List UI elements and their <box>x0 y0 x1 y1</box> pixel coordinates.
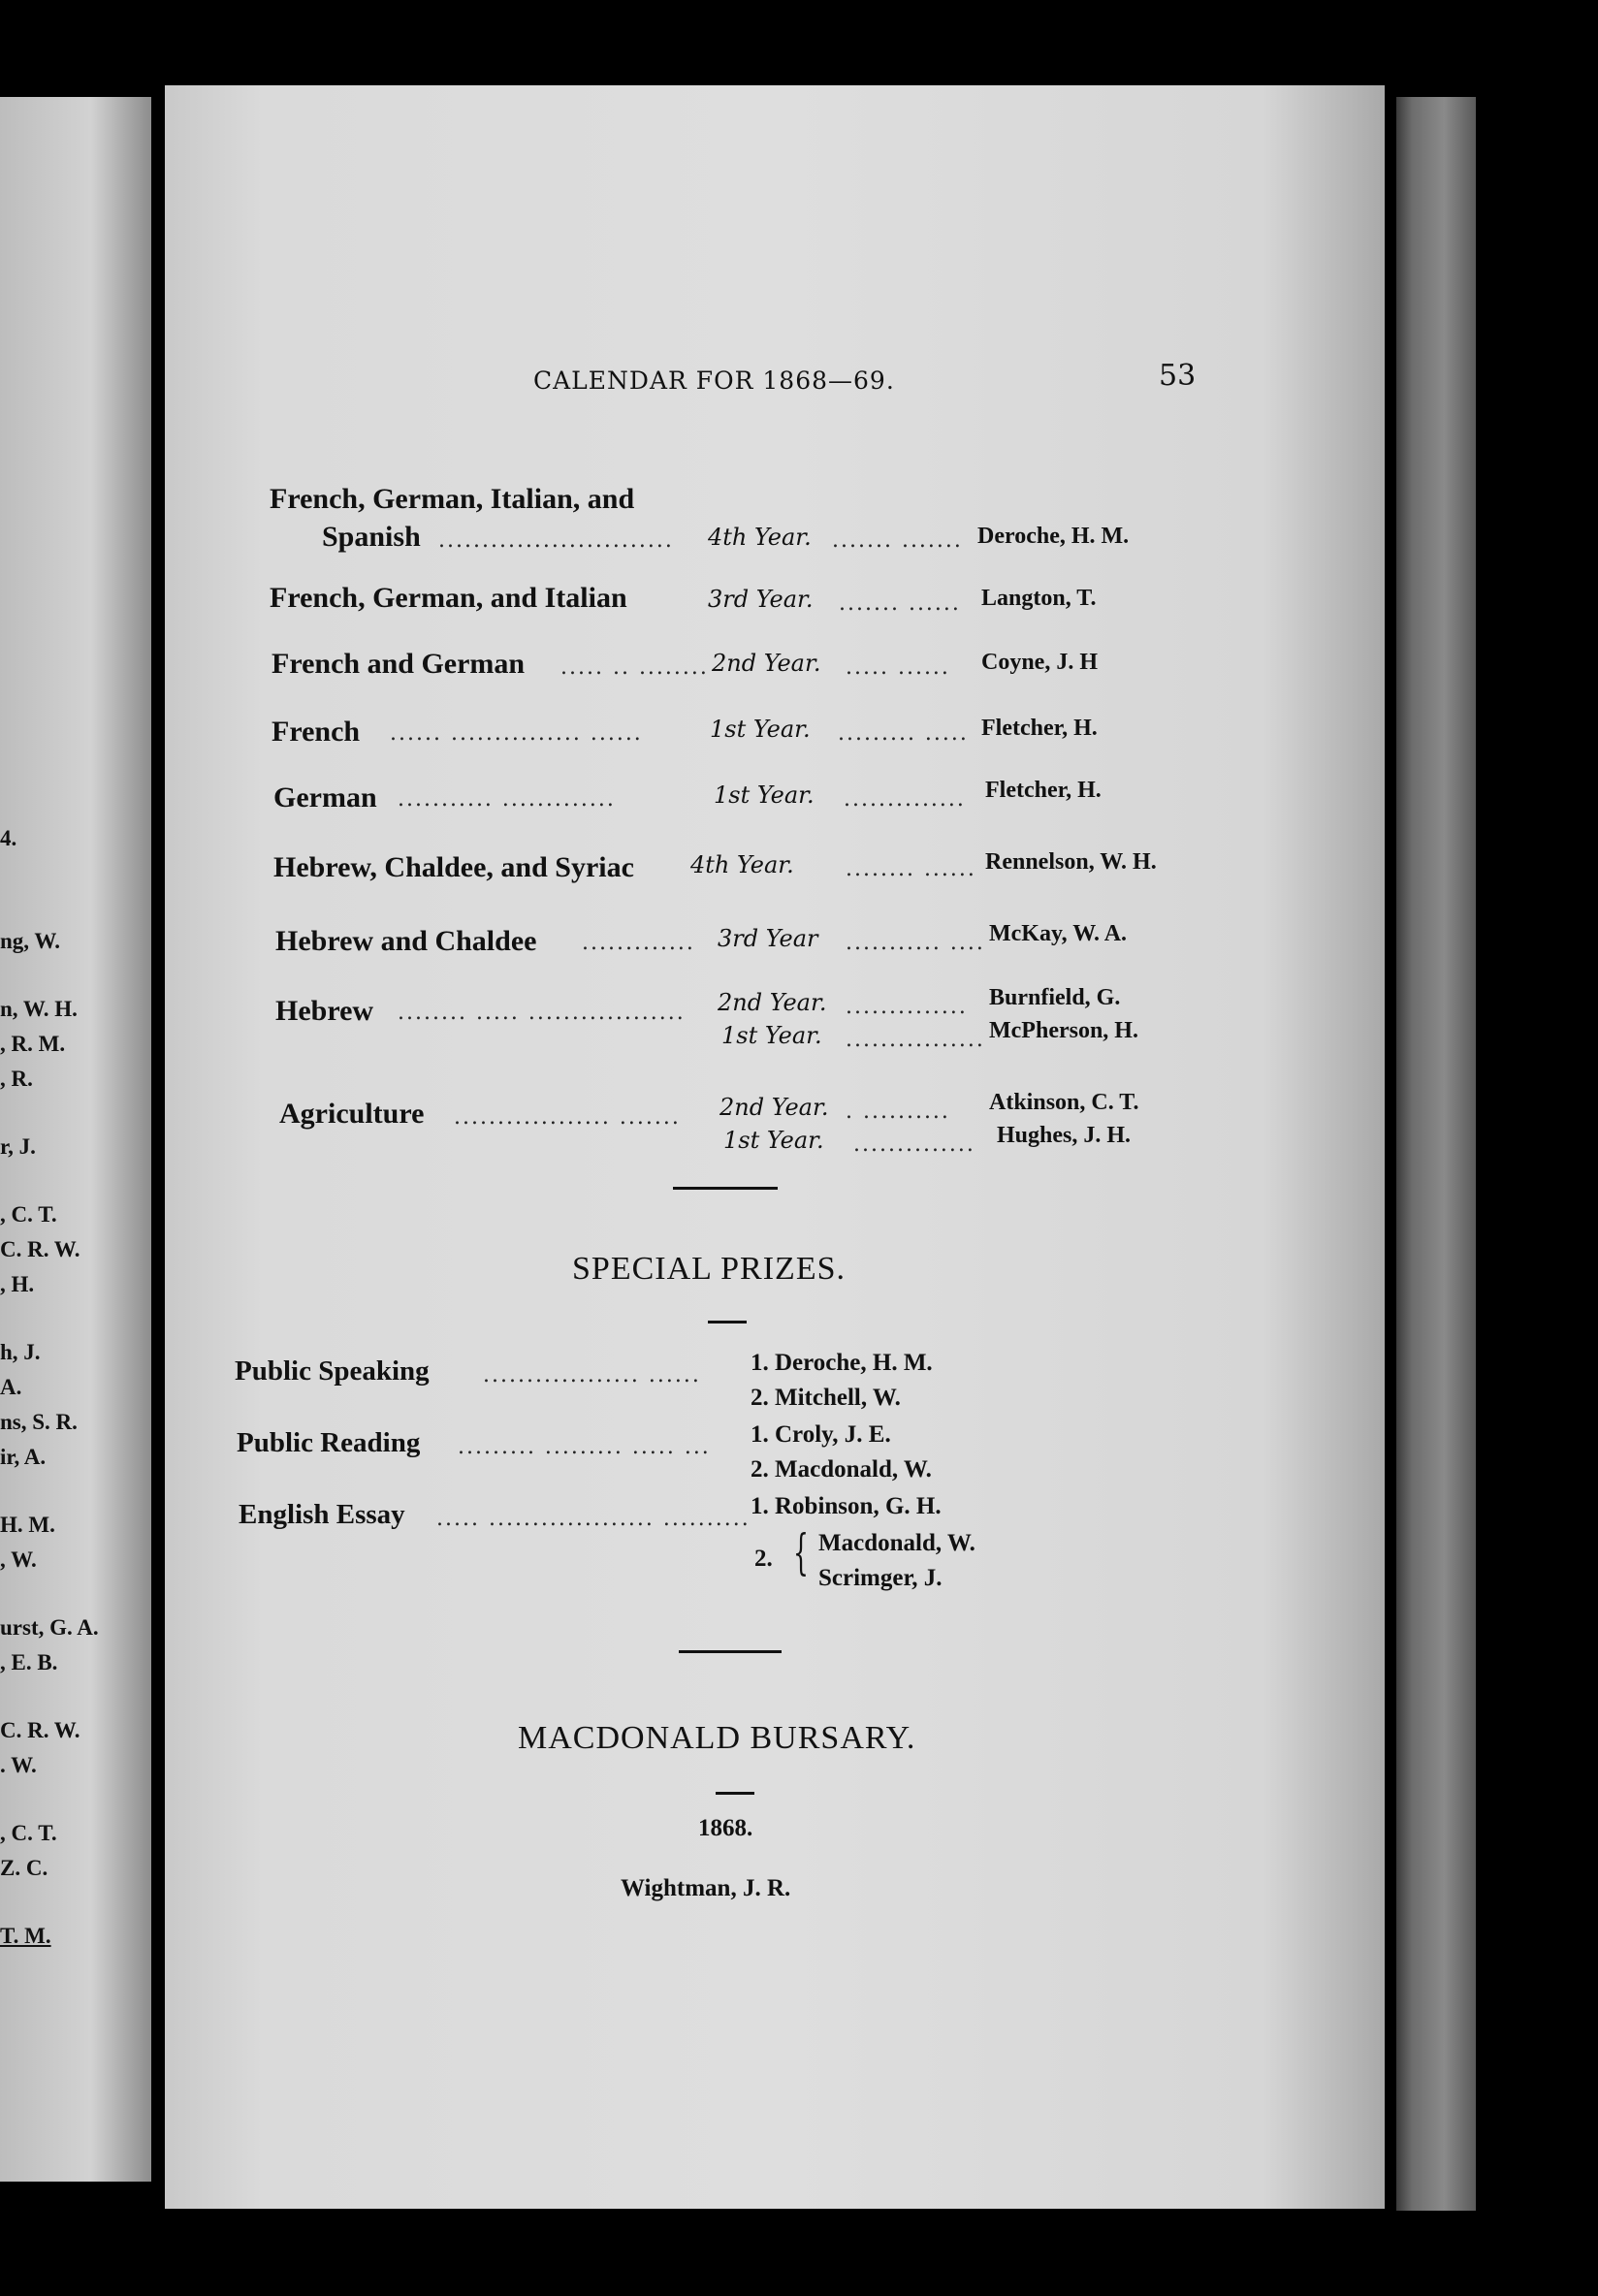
subject-label: French and German <box>272 648 526 680</box>
prize-winner: Fletcher, H. <box>985 778 1102 803</box>
prize-winner: McKay, W. A. <box>989 921 1128 946</box>
margin-fragment: C. R. W. <box>0 1718 80 1742</box>
leader-dots: ........................... <box>438 528 674 553</box>
margin-fragment: , H. <box>0 1272 35 1296</box>
margin-fragment: n, W. H. <box>0 997 78 1021</box>
margin-fragment: h, J. <box>0 1340 41 1364</box>
margin-fragment: Z. C. <box>0 1856 48 1880</box>
leader-dots: ........... ............. <box>398 787 616 812</box>
prize-winner: Coyne, J. H <box>981 650 1098 675</box>
year-label: 1st Year. <box>714 781 815 809</box>
leader-dots: .............. <box>846 995 968 1019</box>
bursary-recipient: Wightman, J. R. <box>621 1875 791 1901</box>
margin-fragment: , R. M. <box>0 1032 66 1056</box>
leader-dots: ...... ............... ...... <box>390 721 643 746</box>
leader-dots: ................ <box>846 1028 985 1052</box>
leader-dots: ....... ....... <box>832 528 963 553</box>
prize-winner: Scrimger, J. <box>818 1565 943 1591</box>
prize-rank: 2. <box>754 1546 773 1572</box>
margin-fragment: ir, A. <box>0 1445 47 1469</box>
leader-dots: ........ ...... <box>846 857 976 881</box>
margin-fragment: r, J. <box>0 1134 36 1159</box>
year-label: 1st Year. <box>710 716 811 743</box>
margin-fragment: urst, G. A. <box>0 1615 99 1640</box>
leader-dots: ......... ......... ..... ... <box>458 1435 711 1459</box>
leader-dots: .................. ...... <box>483 1363 701 1387</box>
leader-dots: ..... .. ........ <box>560 655 709 680</box>
title-rule <box>716 1792 754 1795</box>
prize-category: Public Reading <box>237 1427 421 1458</box>
leader-dots: ........... .... <box>846 931 985 955</box>
prize-winner: McPherson, H. <box>989 1018 1138 1043</box>
prize-winner: 1. Croly, J. E. <box>751 1421 891 1448</box>
year-label: 2nd Year. <box>719 1094 829 1121</box>
prize-winner: Hughes, J. H. <box>997 1123 1132 1148</box>
title-rule <box>708 1321 747 1323</box>
year-label: 1st Year. <box>721 1022 822 1049</box>
year-label: 4th Year. <box>690 851 794 878</box>
leader-dots: ......... ..... <box>838 721 969 746</box>
year-label: 1st Year. <box>723 1127 824 1154</box>
margin-fragment: , C. T. <box>0 1821 57 1845</box>
margin-fragment: ns, S. R. <box>0 1410 78 1434</box>
year-label: 2nd Year. <box>712 650 821 677</box>
margin-fragment: C. R. W. <box>0 1237 80 1261</box>
prize-winner: 1. Deroche, H. M. <box>751 1350 933 1376</box>
section-title: SPECIAL PRIZES. <box>572 1251 847 1287</box>
prize-category: Public Speaking <box>235 1355 430 1387</box>
prize-winner: Rennelson, W. H. <box>985 849 1157 875</box>
prize-winner: Atkinson, C. T. <box>989 1090 1139 1115</box>
subject-label-cont: Spanish <box>322 521 421 553</box>
prize-winner: 2. Mitchell, W. <box>751 1385 901 1411</box>
margin-fragment: T. M. <box>0 1924 51 1948</box>
brace-glyph: { <box>792 1524 809 1580</box>
section-rule <box>679 1650 782 1653</box>
margin-fragment: , C. T. <box>0 1202 57 1227</box>
subject-label: French, German, Italian, and <box>270 483 635 515</box>
prize-winner: 1. Robinson, G. H. <box>751 1493 942 1519</box>
prize-winner: Burnfield, G. <box>989 985 1121 1010</box>
leader-dots: .............. <box>844 787 966 812</box>
prize-category: English Essay <box>239 1499 405 1530</box>
prize-winner: Deroche, H. M. <box>977 524 1130 549</box>
margin-fragment: 4. <box>0 826 17 850</box>
leader-dots: . .......... <box>846 1100 950 1124</box>
margin-fragment: ng, W. <box>0 929 61 953</box>
margin-fragment: H. M. <box>0 1513 55 1537</box>
year-label: 4th Year. <box>708 524 812 551</box>
prize-winner: Fletcher, H. <box>981 716 1098 741</box>
subject-label: Hebrew and Chaldee <box>275 925 537 957</box>
year-label: 3rd Year <box>718 925 818 952</box>
subject-label: Hebrew, Chaldee, and Syriac <box>273 851 634 883</box>
subject-label: French <box>272 716 361 748</box>
leader-dots: ....... ...... <box>839 591 961 616</box>
leader-dots: ............. <box>582 931 695 955</box>
subject-label: French, German, and Italian <box>270 582 627 614</box>
leader-dots: ........ ..... .................. <box>398 1001 686 1025</box>
leader-dots: .............. <box>853 1132 975 1157</box>
margin-fragment: , E. B. <box>0 1650 58 1674</box>
header-title: CALENDAR FOR 1868—69. <box>533 367 895 395</box>
margin-fragment: A. <box>0 1375 22 1399</box>
page-number: 53 <box>1159 359 1197 393</box>
leader-dots: .................. ....... <box>454 1105 681 1130</box>
margin-fragment: , W. <box>0 1547 37 1572</box>
bursary-year: 1868. <box>698 1815 753 1841</box>
running-header <box>533 367 895 395</box>
leader-dots: ..... ...... <box>846 655 950 680</box>
margin-fragment: , R. <box>0 1067 33 1091</box>
prize-winner: Macdonald, W. <box>818 1530 975 1556</box>
leader-dots: ..... ................... .......... <box>436 1507 751 1531</box>
subject-label: Agriculture <box>279 1098 425 1130</box>
subject-label: German <box>273 781 377 813</box>
subject-label: Hebrew <box>275 995 374 1027</box>
prize-winner: 2. Macdonald, W. <box>751 1456 932 1483</box>
book-edge <box>1396 97 1476 2211</box>
margin-fragment: . W. <box>0 1753 37 1777</box>
section-title: MACDONALD BURSARY. <box>518 1720 916 1756</box>
prize-winner: Langton, T. <box>981 586 1097 611</box>
year-label: 2nd Year. <box>718 989 827 1016</box>
year-label: 3rd Year. <box>708 586 814 613</box>
facing-page-fragment <box>0 97 151 2182</box>
section-rule <box>673 1187 778 1190</box>
